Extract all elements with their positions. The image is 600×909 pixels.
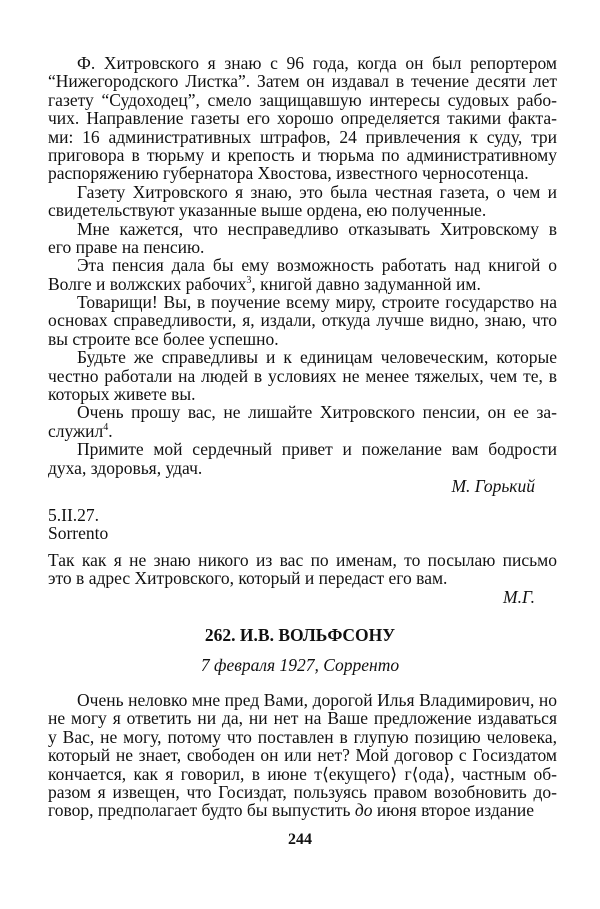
letter-place: Sorrento [48,523,109,544]
letter-date: 5.II.27. [48,505,100,525]
text-line: у Вас, не могу, потому что поставлен в глупую позицию человека, [48,726,557,747]
text-line: “Нижегородского Листка”. Затем он издавал в течение десяти лет [48,71,557,92]
text-line: Так как я не знаю никого из вас по именам, то посылаю письмо [48,550,557,570]
text-line: газету “Судоходец”, смело защищавшую интересы судовых рабо- [48,89,557,110]
text-line: свидетельствуют указанные выше ордена, ею полученные. [48,200,487,221]
text-line: Ф. Хитровского я знаю с 96 года, когда он был репортером [77,53,557,73]
text-line: Будьте же справедливы и к единицам человеческим, которые [77,347,557,368]
text-line: чих. Направление газеты его хорошо определяется такими факта- [48,108,557,129]
text-line: Очень неловко мне пред Вами, дорогой Илья Владимирович, но [77,690,557,710]
text-line: которых живете вы. [48,384,196,405]
text-line: честно работали на людей в условиях не менее тяжелых, чем те, в [48,365,557,386]
text-line: говор, предполагает будто бы выпустить до июня второе издание [48,800,535,821]
letter-dateline [48,506,557,543]
text-line: его праве на пенсию. [48,236,205,257]
letter-date-place: 7 февраля 1927, Сорренто [200,655,400,675]
page-number: 244 [288,831,312,848]
text-line: вы строите все более успешно. [48,328,279,349]
text-line: Мне кажется, что несправедливо отказывать Хитровскому в [77,218,557,239]
next-letter-body [48,691,557,820]
text-line: духа, здоровья, удач. [48,457,203,478]
letter-postscript [48,551,557,606]
text-line: Эта пенсия дала бы ему возможность работать над книгой о [77,255,557,276]
text-line: распоряжению губернатора Хвостова, известного черносотенца. [48,163,529,184]
letter-body [48,54,557,495]
text-line: Примите мой сердечный привет и пожелание вам бодрости [77,439,557,460]
text-line: Газету Хитровского я знаю, это была честная газета, о чем и [77,181,557,202]
signature: М. Горький [451,475,535,496]
text-line: Волге и волжских рабочих$^3$, книгой давно задуманной им. [48,273,481,294]
text-line: кончается, как я говорил, в июне т⟨екущего⟩ г⟨ода⟩, частным об- [48,763,557,784]
text-line: основах справедливости, я, издали, откуда лучше видно, знаю, что [48,310,557,331]
text-line: ми: 16 административных штрафов, 24 привлечения к суду, три [48,126,557,147]
text-line: Очень прошу вас, не лишайте Хитровского пенсии, он ее за- [77,402,557,423]
text-line: это в адрес Хитровского, который и передаст его вам. [48,568,448,589]
text-line: Товарищи! Вы, в поучение всему миру, строите государство на [77,292,557,313]
text-line: разом я извещен, что Госиздат, пользуясь правом возобновить до- [48,781,557,802]
text-line: не могу я ответить ни да, ни нет на Ваше предложение издаваться [48,708,557,729]
text-line: который не знает, свободен он или нет? Мой договор с Госиздатом [48,745,557,766]
letter-heading: 262. И.В. ВОЛЬФСОНУ [204,625,396,645]
postscript-signature: М.Г. [503,586,535,607]
text-line: приговора в тюрьму и крепость и тюрьма по административному [48,144,557,165]
text-line: служил$^4$. [48,420,113,441]
